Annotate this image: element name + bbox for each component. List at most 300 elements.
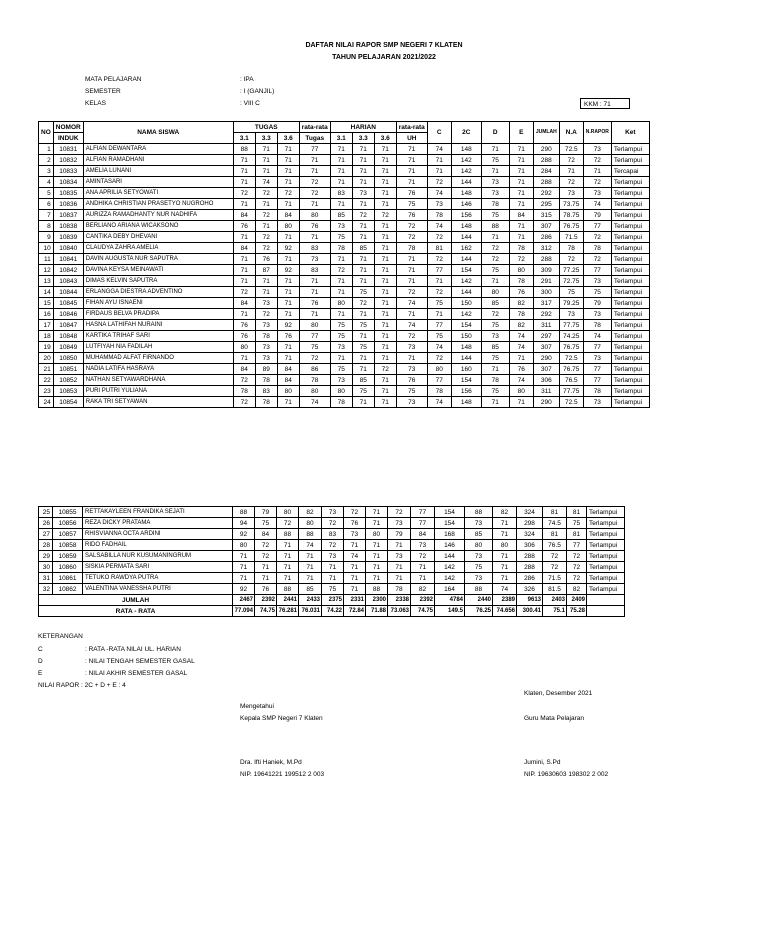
table-cell: 71: [374, 342, 396, 353]
table-cell: 78: [481, 199, 509, 210]
table-cell: ANDHIKA CHRISTIAN PRASETYO NUGROHO: [83, 199, 233, 210]
col-harian-31: 3.1: [330, 133, 352, 144]
table-cell: 71: [233, 309, 255, 320]
table-cell: 72: [567, 551, 587, 562]
table-cell: 10853: [53, 386, 83, 397]
table-cell: 72: [255, 309, 277, 320]
table-cell: Terlampui: [611, 155, 649, 166]
table-cell: 154: [451, 265, 481, 276]
table-cell: 71: [427, 155, 451, 166]
table-cell: 71: [366, 507, 388, 518]
col-harian-36: 3.6: [374, 133, 396, 144]
table-cell: 89: [255, 364, 277, 375]
table-cell: 76.75: [559, 364, 583, 375]
table-cell: 146: [451, 199, 481, 210]
table-cell: 75: [299, 342, 330, 353]
table-cell: 28: [39, 540, 53, 551]
table-cell: 144: [451, 232, 481, 243]
table-row: [39, 188, 650, 199]
table-cell: 72: [388, 507, 411, 518]
table-cell: 76: [299, 298, 330, 309]
table-cell: 297: [533, 331, 559, 342]
table-cell: 71: [277, 232, 299, 243]
table-cell: 71: [233, 573, 255, 584]
table-cell: VALENTINA VANESSHA PUTRI: [83, 584, 233, 595]
table-cell: 74: [299, 397, 330, 408]
table-cell: 78: [583, 243, 611, 254]
table-row: [39, 584, 625, 595]
table-cell: 71: [509, 188, 533, 199]
table-cell: 72: [233, 375, 255, 386]
table-cell: 75: [352, 386, 374, 397]
table-cell: 71: [559, 166, 583, 177]
table-cell: 76: [277, 331, 299, 342]
col-na: N.A: [559, 122, 583, 144]
table-cell: 71: [255, 573, 277, 584]
table-cell: 286: [517, 573, 543, 584]
table-cell: 20: [39, 353, 54, 364]
table-cell: 84: [233, 210, 255, 221]
table-cell: 75: [352, 287, 374, 298]
table-cell: 71: [277, 298, 299, 309]
sign-right-nip: NIP. 19630603 198302 2 002: [524, 771, 609, 778]
table-cell: 72: [583, 155, 611, 166]
table-cell: 71: [374, 254, 396, 265]
table-cell: 71: [374, 320, 396, 331]
table-cell: 71: [277, 397, 299, 408]
table-cell: 72: [567, 562, 587, 573]
table-cell: 73: [583, 397, 611, 408]
table-cell: 80: [277, 221, 299, 232]
table-cell: 71: [374, 199, 396, 210]
table-cell: 298: [517, 518, 543, 529]
table-cell: 4: [39, 177, 54, 188]
table-cell: 71: [481, 276, 509, 287]
table-cell: 71: [277, 177, 299, 188]
table-row: [39, 573, 625, 584]
table-cell: Terlampui: [587, 573, 625, 584]
table-cell: 71: [233, 562, 255, 573]
table-cell: 307: [533, 342, 559, 353]
table-cell: 10861: [53, 573, 83, 584]
table-cell: 72.5: [559, 353, 583, 364]
table-cell: 71: [396, 353, 427, 364]
table-cell: 144: [435, 551, 465, 562]
table-cell: 71: [366, 573, 388, 584]
table-cell: 85: [352, 375, 374, 386]
table-row: [39, 507, 625, 518]
table-cell: 78: [583, 386, 611, 397]
table-cell: 85: [481, 342, 509, 353]
table-cell: 306: [533, 375, 559, 386]
col-rata-tugas-2: Tugas: [299, 133, 330, 144]
table-cell: 292: [533, 309, 559, 320]
table-cell: 71: [299, 199, 330, 210]
table-cell: 10849: [53, 342, 83, 353]
table-cell: 71: [481, 397, 509, 408]
table-cell: 73: [388, 551, 411, 562]
table-cell: 10832: [53, 155, 83, 166]
table-cell: 288: [517, 562, 543, 573]
table-cell: 74: [509, 342, 533, 353]
sign-right-line2: Guru Mata Pelajaran: [524, 715, 584, 722]
table-cell: 77: [427, 320, 451, 331]
table-cell: 73: [465, 518, 493, 529]
table-cell: 71: [277, 562, 299, 573]
table-cell: 73: [255, 353, 277, 364]
sign-place-date: Klaten, Desember 2021: [524, 690, 593, 697]
table-cell: 315: [533, 210, 559, 221]
table-cell: 71: [277, 276, 299, 287]
table-cell: 72.5: [559, 144, 583, 155]
jumlah-cell: 2375: [322, 595, 344, 606]
table-cell: 85: [465, 529, 493, 540]
col-tugas: TUGAS: [233, 122, 299, 133]
jumlah-cell: 2331: [344, 595, 366, 606]
table-cell: 77: [583, 265, 611, 276]
table-cell: ALFIAN RAMADHANI: [83, 155, 233, 166]
table-cell: 72: [396, 221, 427, 232]
table-cell: 78: [396, 243, 427, 254]
info-label-class: KELAS: [85, 100, 106, 107]
jumlah-cell: 2392: [411, 595, 435, 606]
table-cell: 74: [396, 320, 427, 331]
table-cell: ANA APRILIA SETYOWATI: [83, 188, 233, 199]
table-cell: 326: [517, 584, 543, 595]
table-cell: DIMAS KELVIN SAPUTRA: [83, 276, 233, 287]
table-cell: 290: [533, 144, 559, 155]
table-cell: PURI PUTRI YULIANA: [83, 386, 233, 397]
table-cell: 78: [583, 320, 611, 331]
table-cell: 71: [374, 243, 396, 254]
table-cell: 10835: [53, 188, 83, 199]
table-cell: 78: [509, 276, 533, 287]
table-cell: 94: [233, 518, 255, 529]
table-cell: 19: [39, 342, 54, 353]
table-cell: 144: [451, 254, 481, 265]
table-cell: 72: [396, 287, 427, 298]
table-cell: 72: [559, 177, 583, 188]
table-cell: 10841: [53, 254, 83, 265]
table-cell: 81: [543, 507, 567, 518]
rata-cell: 76.281: [277, 606, 299, 617]
table-cell: 71: [374, 397, 396, 408]
table-cell: 8: [39, 221, 54, 232]
table-cell: 82: [411, 584, 435, 595]
table-cell: 76: [396, 210, 427, 221]
table-cell: 71: [493, 573, 517, 584]
jumlah-cell: 2403: [543, 595, 567, 606]
table-cell: 71: [233, 265, 255, 276]
table-cell: Tercapai: [611, 166, 649, 177]
table-cell: 71: [299, 155, 330, 166]
table-cell: 73: [465, 573, 493, 584]
table-cell: 84: [411, 529, 435, 540]
table-cell: Terlampui: [611, 243, 649, 254]
table-cell: 74: [299, 540, 322, 551]
table-cell: 75: [481, 353, 509, 364]
table-cell: 73: [299, 254, 330, 265]
table-cell: 71: [509, 397, 533, 408]
table-cell: 72: [374, 364, 396, 375]
table-cell: 72: [322, 540, 344, 551]
table-cell: 78: [255, 397, 277, 408]
table-cell: 71: [352, 265, 374, 276]
table-cell: 73: [559, 188, 583, 199]
rata-cell: [587, 606, 625, 617]
table-cell: 76.5: [559, 375, 583, 386]
table-cell: 75: [481, 155, 509, 166]
table-cell: 73: [255, 342, 277, 353]
table-cell: MUHAMMAD ALFAT FIRNANDO: [83, 353, 233, 364]
info-label-semester: SEMESTER: [85, 88, 121, 95]
table-cell: 142: [451, 155, 481, 166]
notes-heading: KETERANGAN: [38, 633, 83, 640]
table-cell: 72: [509, 254, 533, 265]
table-cell: 83: [322, 529, 344, 540]
table-cell: 10842: [53, 265, 83, 276]
table-cell: 72: [322, 518, 344, 529]
table-cell: 74: [427, 221, 451, 232]
table-cell: 78: [509, 243, 533, 254]
table-cell: 77: [567, 540, 587, 551]
table-cell: 73: [388, 518, 411, 529]
table-cell: Terlampui: [611, 210, 649, 221]
col-rata-tugas: rata-rata: [299, 122, 330, 133]
table-cell: 71: [299, 551, 322, 562]
col-no: NO: [39, 122, 54, 144]
table-row: [39, 397, 650, 408]
jumlah-cell: 2433: [299, 595, 322, 606]
table-cell: 71: [509, 166, 533, 177]
table-cell: 71: [330, 309, 352, 320]
table-cell: 154: [451, 375, 481, 386]
jumlah-cell: 9613: [517, 595, 543, 606]
table-row: [39, 353, 650, 364]
table-cell: NADIA LATIFA HASRAYA: [83, 364, 233, 375]
table-cell: 71: [352, 221, 374, 232]
table-cell: 71: [352, 155, 374, 166]
table-cell: 72: [374, 210, 396, 221]
table-cell: 74: [509, 375, 533, 386]
table-cell: 78: [388, 584, 411, 595]
table-cell: 324: [517, 507, 543, 518]
notes-key-d: D: [38, 658, 43, 665]
table-cell: 79: [255, 507, 277, 518]
table-cell: HASNA LATHIFAH NURAINI: [83, 320, 233, 331]
table-cell: 71: [352, 177, 374, 188]
table-cell: 75: [352, 342, 374, 353]
table-cell: 2: [39, 155, 54, 166]
table-cell: 77: [583, 375, 611, 386]
table-cell: 5: [39, 188, 54, 199]
table-cell: 10857: [53, 529, 83, 540]
table-cell: 71: [255, 287, 277, 298]
table-cell: 71: [583, 166, 611, 177]
table-cell: 71: [396, 177, 427, 188]
table-cell: 71: [277, 342, 299, 353]
table-cell: 71: [233, 232, 255, 243]
table-cell: 73: [481, 188, 509, 199]
table-cell: 72: [299, 353, 330, 364]
col-nomor: NOMOR: [53, 122, 83, 133]
table-cell: 81.5: [543, 584, 567, 595]
table-cell: 74: [427, 342, 451, 353]
table-cell: 71: [493, 518, 517, 529]
table-cell: 77: [583, 364, 611, 375]
table-cell: 292: [533, 188, 559, 199]
table-cell: 13: [39, 276, 54, 287]
table-cell: 88: [465, 584, 493, 595]
table-cell: 71: [481, 144, 509, 155]
table-cell: Terlampui: [611, 320, 649, 331]
notes-key-c: C: [38, 646, 43, 653]
table-cell: Terlampui: [611, 397, 649, 408]
table-cell: 148: [451, 397, 481, 408]
table-cell: 71: [481, 364, 509, 375]
table-cell: 144: [451, 353, 481, 364]
table-cell: 79: [583, 210, 611, 221]
table-cell: 82: [567, 584, 587, 595]
table-cell: 71: [344, 573, 366, 584]
table-cell: 84: [277, 210, 299, 221]
table-cell: 306: [517, 540, 543, 551]
table-cell: 71: [374, 276, 396, 287]
table-cell: 10852: [53, 375, 83, 386]
table-cell: 76: [509, 287, 533, 298]
col-2c: 2C: [451, 122, 481, 144]
table-cell: 71: [374, 265, 396, 276]
table-cell: 75: [559, 287, 583, 298]
table-cell: 74: [583, 331, 611, 342]
table-cell: 71: [374, 298, 396, 309]
table-cell: 9: [39, 232, 54, 243]
table-cell: 80: [277, 386, 299, 397]
table-cell: Terlampui: [587, 507, 625, 518]
table-cell: 78: [559, 243, 583, 254]
table-cell: 71: [374, 375, 396, 386]
table-cell: 80: [330, 386, 352, 397]
table-cell: 71.5: [559, 232, 583, 243]
table-cell: 142: [435, 573, 465, 584]
table-cell: 74.25: [559, 331, 583, 342]
table-cell: 148: [451, 144, 481, 155]
table-row: [39, 375, 650, 386]
table-cell: 88: [233, 507, 255, 518]
table-cell: 72: [427, 177, 451, 188]
table-row: [39, 254, 650, 265]
table-cell: 76: [396, 375, 427, 386]
table-cell: 71: [255, 199, 277, 210]
table-cell: 81: [567, 507, 587, 518]
table-cell: 21: [39, 364, 54, 375]
table-cell: AMELIA LUNANI: [83, 166, 233, 177]
table-cell: Terlampui: [611, 309, 649, 320]
table-row: [39, 562, 625, 573]
table-cell: 14: [39, 287, 54, 298]
table-cell: 75: [567, 518, 587, 529]
grades-table-bottom: [38, 506, 625, 617]
notes-key-e: E: [38, 670, 43, 677]
table-cell: 83: [330, 188, 352, 199]
table-cell: 162: [451, 243, 481, 254]
table-cell: 10851: [53, 364, 83, 375]
table-cell: 317: [533, 298, 559, 309]
table-cell: 72: [583, 254, 611, 265]
table-cell: Terlampui: [611, 221, 649, 232]
table-cell: 78: [481, 375, 509, 386]
table-cell: 10862: [53, 584, 83, 595]
table-cell: 75: [330, 364, 352, 375]
table-cell: 77: [299, 331, 330, 342]
table-cell: 73: [583, 188, 611, 199]
table-cell: 78: [330, 397, 352, 408]
table-cell: 76: [299, 221, 330, 232]
table-cell: 80: [330, 298, 352, 309]
col-rata-uh: rata-rata: [396, 122, 427, 133]
table-cell: 72: [255, 551, 277, 562]
table-cell: 73: [465, 551, 493, 562]
table-row: [39, 276, 650, 287]
table-cell: CANTIKA DEBY DHEVANI: [83, 232, 233, 243]
table-cell: 156: [451, 386, 481, 397]
col-c: C: [427, 122, 451, 144]
table-cell: 71: [374, 166, 396, 177]
table-cell: 71: [374, 232, 396, 243]
table-cell: 71: [330, 276, 352, 287]
table-cell: 78: [299, 375, 330, 386]
jumlah-cell: 2440: [465, 595, 493, 606]
table-cell: 71: [233, 276, 255, 287]
table-cell: 88: [481, 221, 509, 232]
table-cell: 83: [299, 265, 330, 276]
table-cell: 10848: [53, 331, 83, 342]
table-row: [39, 540, 625, 551]
table-cell: 12: [39, 265, 54, 276]
table-cell: 71: [277, 540, 299, 551]
table-cell: 75: [322, 584, 344, 595]
table-cell: 142: [451, 309, 481, 320]
table-cell: 71: [374, 287, 396, 298]
table-cell: 73: [255, 320, 277, 331]
table-cell: 288: [517, 551, 543, 562]
table-cell: Terlampui: [587, 529, 625, 540]
rata-cell: 74.75: [411, 606, 435, 617]
table-cell: 148: [451, 342, 481, 353]
table-cell: 11: [39, 254, 54, 265]
table-cell: 71: [411, 562, 435, 573]
table-cell: 72: [352, 210, 374, 221]
rata-cell: 77.094: [233, 606, 255, 617]
table-cell: 73: [352, 188, 374, 199]
table-cell: Terlampui: [611, 298, 649, 309]
table-cell: 3: [39, 166, 54, 177]
table-cell: 77: [299, 144, 330, 155]
table-cell: 76.75: [559, 221, 583, 232]
table-cell: 75: [465, 562, 493, 573]
table-cell: 307: [533, 221, 559, 232]
table-cell: 75: [396, 386, 427, 397]
table-cell: DAVIN AUGUSTA NUR SAPUTRA: [83, 254, 233, 265]
col-tugas-36: 3.6: [277, 133, 299, 144]
rata-cell: 300.41: [517, 606, 543, 617]
table-cell: 84: [277, 375, 299, 386]
jumlah-row: [39, 595, 625, 606]
table-cell: 72: [543, 551, 567, 562]
table-cell: 71: [330, 177, 352, 188]
table-row: [39, 364, 650, 375]
table-row: [39, 386, 650, 397]
